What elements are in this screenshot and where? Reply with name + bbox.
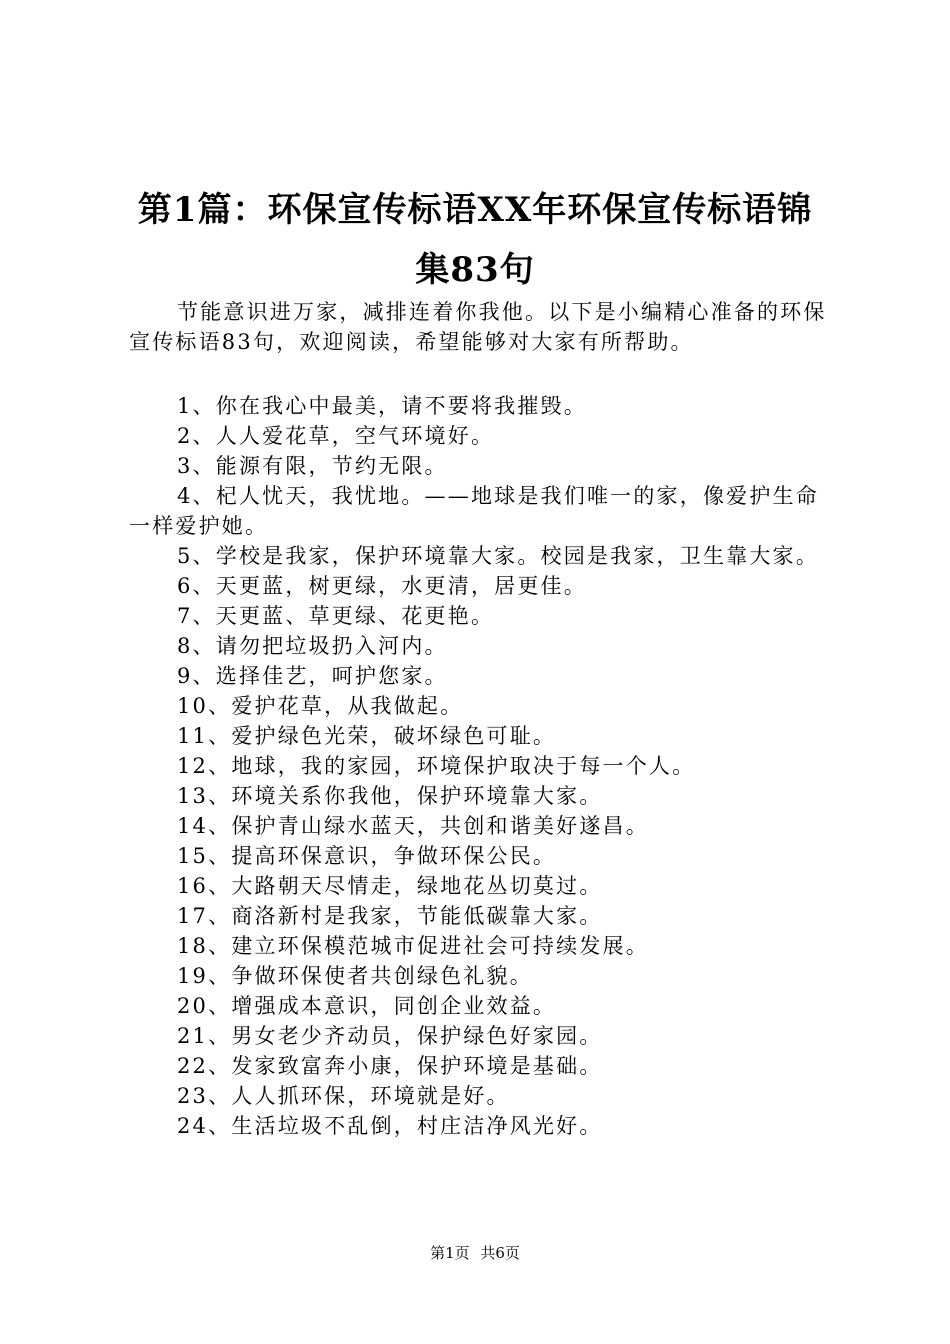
slogan-item: 21、男女老少齐动员，保护绿色好家园。 bbox=[177, 1024, 603, 1048]
slogan-item: 13、环境关系你我他，保护环境靠大家。 bbox=[177, 784, 603, 808]
slogan-item: 19、争做环保使者共创绿色礼貌。 bbox=[177, 964, 533, 988]
slogan-item: 20、增强成本意识，同创企业效益。 bbox=[177, 994, 557, 1018]
slogan-item: 7、天更蓝、草更绿、花更艳。 bbox=[177, 604, 495, 628]
slogan-item: 11、爱护绿色光荣，破坏绿色可耻。 bbox=[177, 724, 557, 748]
slogan-item: 4、杞人忧天，我忧地。——地球是我们唯一的家，像爱护生命一样爱护她。 bbox=[129, 484, 819, 538]
slogan-item: 15、提高环保意识，争做环保公民。 bbox=[177, 844, 557, 868]
slogan-item: 24、生活垃圾不乱倒，村庄洁净风光好。 bbox=[177, 1114, 603, 1138]
slogan-item: 23、人人抓环保，环境就是好。 bbox=[177, 1084, 510, 1108]
document-title-line-2: 集83句 bbox=[415, 250, 535, 290]
slogan-item: 8、请勿把垃圾扔入河内。 bbox=[177, 634, 448, 658]
slogan-item: 16、大路朝天尽情走，绿地花丛切莫过。 bbox=[177, 874, 603, 898]
slogan-item: 3、能源有限，节约无限。 bbox=[177, 454, 448, 478]
slogan-item: 1、你在我心中最美，请不要将我摧毁。 bbox=[177, 394, 587, 418]
slogan-item: 6、天更蓝，树更绿，水更清，居更佳。 bbox=[177, 574, 587, 598]
page-number-current: 第1页 bbox=[430, 1244, 470, 1262]
slogan-item: 17、商洛新村是我家，节能低碳靠大家。 bbox=[177, 904, 603, 928]
slogan-item: 9、选择佳艺，呵护您家。 bbox=[177, 664, 448, 688]
slogan-item: 2、人人爱花草，空气环境好。 bbox=[177, 424, 495, 448]
page-number-total: 共6页 bbox=[480, 1244, 520, 1262]
slogan-item: 14、保护青山绿水蓝天，共创和谐美好遂昌。 bbox=[177, 814, 649, 838]
slogan-item: 12、地球，我的家园，环境保护取决于每一个人。 bbox=[177, 754, 696, 778]
intro-paragraph: 节能意识进万家，减排连着你我他。以下是小编精心准备的环保宣传标语83句，欢迎阅读，希望能够对大家有所帮助。 bbox=[129, 300, 827, 354]
page-footer bbox=[0, 1243, 950, 1263]
slogan-item: 18、建立环保模范城市促进社会可持续发展。 bbox=[177, 934, 649, 958]
slogan-item: 22、发家致富奔小康，保护环境是基础。 bbox=[177, 1054, 603, 1078]
slogan-item: 5、学校是我家，保护环境靠大家。校园是我家，卫生靠大家。 bbox=[177, 544, 819, 568]
slogan-item: 10、爱护花草，从我做起。 bbox=[177, 694, 464, 718]
slogan-list bbox=[129, 391, 831, 1141]
document-title-line-1: 第1篇：环保宣传标语XX年环保宣传标语锦 bbox=[137, 190, 813, 230]
